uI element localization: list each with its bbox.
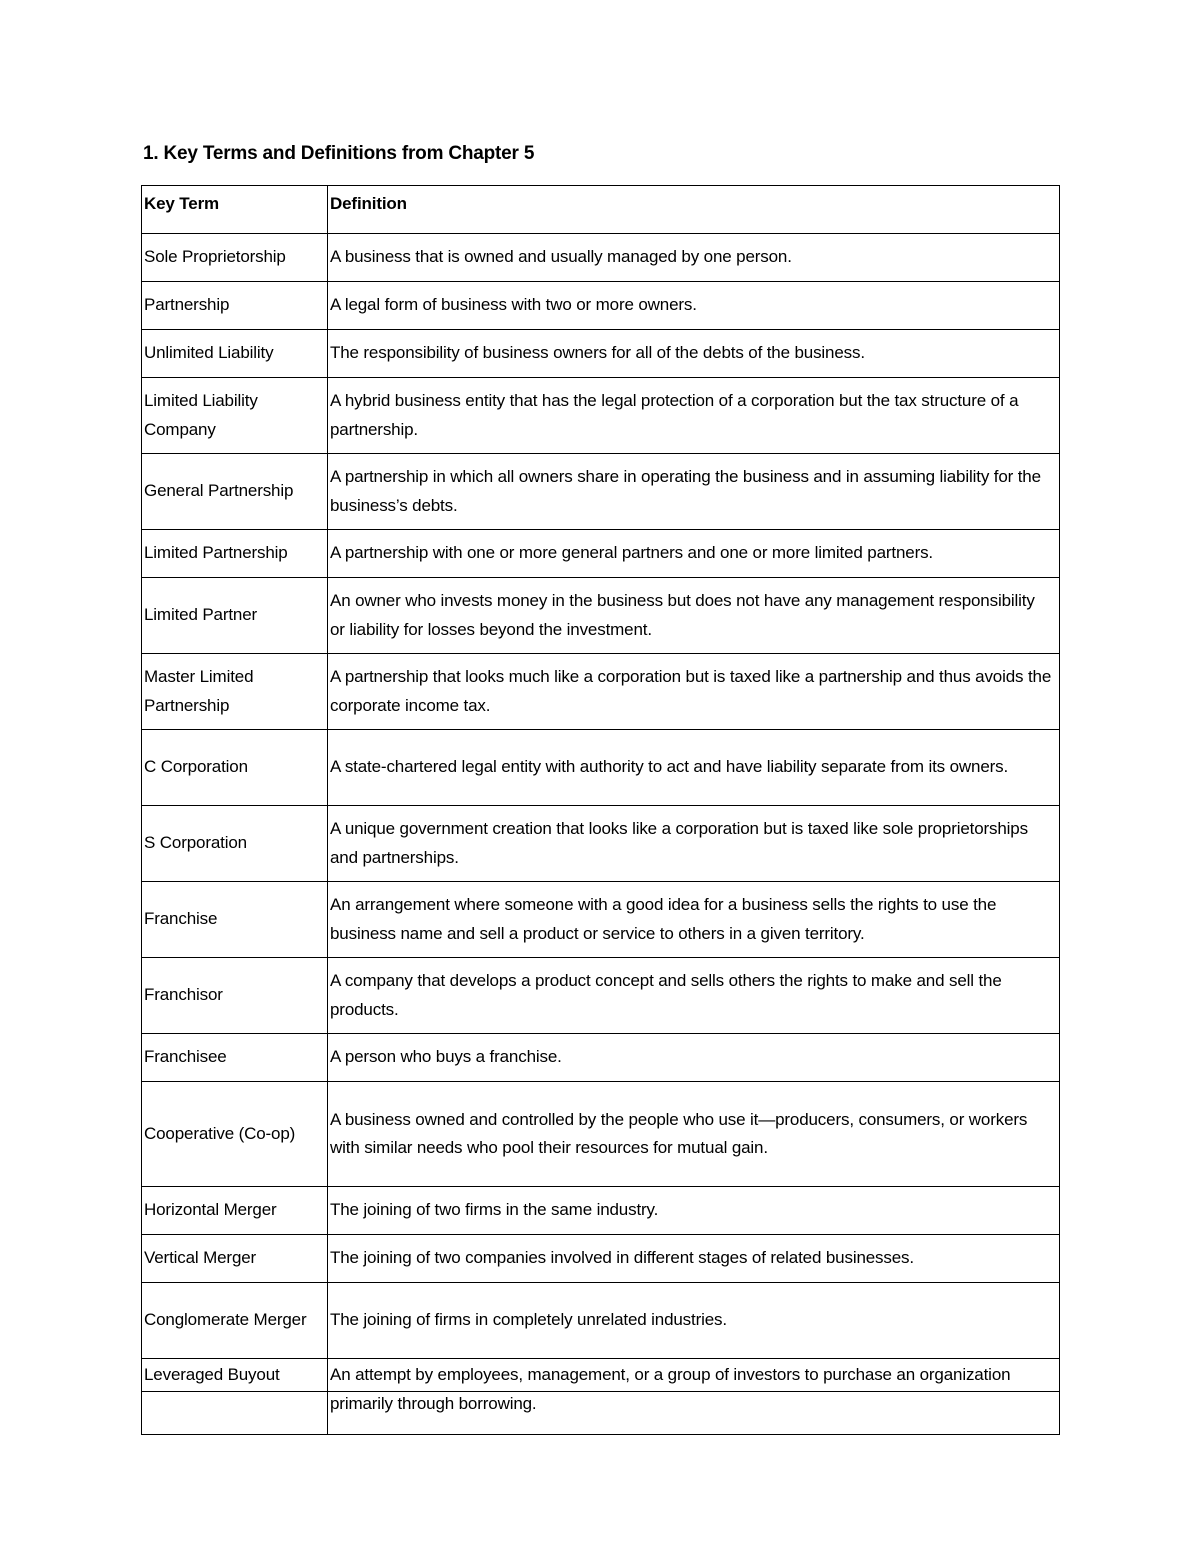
term-cell: Sole Proprietorship bbox=[142, 234, 328, 282]
table-row bbox=[142, 454, 1060, 530]
column-header-definition: Definition bbox=[328, 186, 1060, 234]
table-row bbox=[142, 578, 1060, 654]
table-row bbox=[142, 378, 1060, 454]
definition-cell: The joining of two companies involved in different stages of related businesses. bbox=[328, 1235, 1060, 1283]
definition-cell: An attempt by employees, management, or a group of investors to purchase an organization primarily through borrowing. bbox=[328, 1359, 1060, 1435]
term-cell: Vertical Merger bbox=[142, 1235, 328, 1283]
table-row bbox=[142, 1283, 1060, 1359]
table-row bbox=[142, 282, 1060, 330]
table-row bbox=[142, 234, 1060, 282]
table-row bbox=[142, 1359, 1060, 1435]
table-header-row bbox=[142, 186, 1060, 234]
definition-cell: The joining of firms in completely unrelated industries. bbox=[328, 1283, 1060, 1359]
term-cell: C Corporation bbox=[142, 730, 328, 806]
table-row bbox=[142, 1034, 1060, 1082]
term-cell: Master Limited Partnership bbox=[142, 654, 328, 730]
table-row bbox=[142, 806, 1060, 882]
definition-cell: A partnership in which all owners share in operating the business and in assuming liability for the business’s debts. bbox=[328, 454, 1060, 530]
definition-cell: An owner who invests money in the business but does not have any management responsibility or liability for losses beyond the investment. bbox=[328, 578, 1060, 654]
definition-cell: An arrangement where someone with a good idea for a business sells the rights to use the business name and sell a product or service to others in a given territory. bbox=[328, 882, 1060, 958]
term-cell: Franchisee bbox=[142, 1034, 328, 1082]
term-cell: S Corporation bbox=[142, 806, 328, 882]
term-cell: Conglomerate Merger bbox=[142, 1283, 328, 1359]
term-cell: Limited Partnership bbox=[142, 530, 328, 578]
definition-cell: A business that is owned and usually managed by one person. bbox=[328, 234, 1060, 282]
key-terms-table bbox=[141, 185, 1060, 1435]
page-title: 1. Key Terms and Definitions from Chapter 5 bbox=[143, 143, 535, 164]
table-row bbox=[142, 1235, 1060, 1283]
definition-cell: The joining of two firms in the same industry. bbox=[328, 1187, 1060, 1235]
table-row bbox=[142, 882, 1060, 958]
definition-cell: A company that develops a product concept and sells others the rights to make and sell the products. bbox=[328, 958, 1060, 1034]
term-cell: Franchise bbox=[142, 882, 328, 958]
definition-cell: The responsibility of business owners for all of the debts of the business. bbox=[328, 330, 1060, 378]
term-cell: General Partnership bbox=[142, 454, 328, 530]
key-terms-table-container bbox=[141, 185, 1059, 1413]
term-cell: Cooperative (Co-op) bbox=[142, 1082, 328, 1187]
term-cell: Limited Liability Company bbox=[142, 378, 328, 454]
table-row bbox=[142, 330, 1060, 378]
table-row bbox=[142, 530, 1060, 578]
definition-cell: A partnership that looks much like a corporation but is taxed like a partnership and thus avoids the corporate income tax. bbox=[328, 654, 1060, 730]
table-row bbox=[142, 1082, 1060, 1187]
definition-cell: A hybrid business entity that has the legal protection of a corporation but the tax structure of a partnership. bbox=[328, 378, 1060, 454]
definition-cell: A person who buys a franchise. bbox=[328, 1034, 1060, 1082]
table-row bbox=[142, 654, 1060, 730]
definition-cell: A business owned and controlled by the people who use it—producers, consumers, or workers with similar needs who pool their resources for mutual gain. bbox=[328, 1082, 1060, 1187]
term-cell: Franchisor bbox=[142, 958, 328, 1034]
term-cell: Partnership bbox=[142, 282, 328, 330]
table-row bbox=[142, 1187, 1060, 1235]
column-header-key-term: Key Term bbox=[142, 186, 328, 234]
table-row bbox=[142, 730, 1060, 806]
definition-cell: A legal form of business with two or more owners. bbox=[328, 282, 1060, 330]
table-row bbox=[142, 958, 1060, 1034]
term-cell: Limited Partner bbox=[142, 578, 328, 654]
definition-cell: A state-chartered legal entity with authority to act and have liability separate from its owners. bbox=[328, 730, 1060, 806]
term-cell: Horizontal Merger bbox=[142, 1187, 328, 1235]
definition-cell: A unique government creation that looks like a corporation but is taxed like sole proprietorships and partnerships. bbox=[328, 806, 1060, 882]
term-cell: Unlimited Liability bbox=[142, 330, 328, 378]
term-cell: Leveraged Buyout bbox=[142, 1359, 328, 1435]
definition-cell: A partnership with one or more general partners and one or more limited partners. bbox=[328, 530, 1060, 578]
